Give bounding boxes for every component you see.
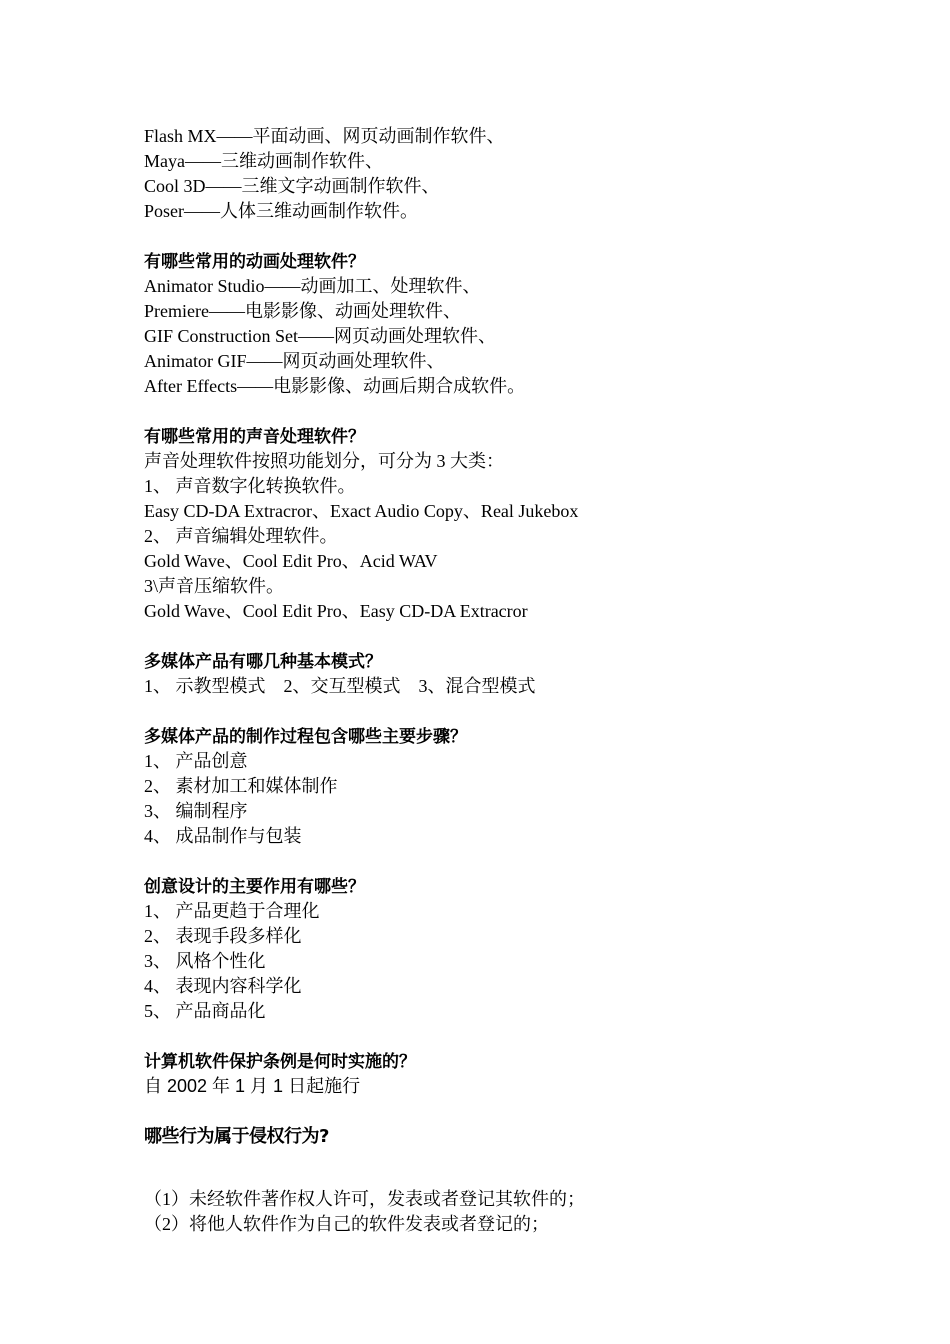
list-item: （1）未经软件著作权人许可，发表或者登记其软件的； — [144, 1189, 585, 1209]
list-item: 4、 表现内容科学化 — [144, 976, 302, 996]
spacer — [144, 699, 864, 724]
section-heading: 有哪些常用的声音处理软件？ — [144, 427, 365, 446]
anim-process-section — [144, 249, 864, 399]
list-item: 3、 编制程序 — [144, 801, 248, 821]
list-item: 5、 产品商品化 — [144, 1001, 266, 1021]
list-item: Gold Wave、Cool Edit Pro、Easy CD-DA Extracror — [144, 601, 528, 621]
list-item: 1、 声音数字化转换软件。 — [144, 476, 356, 496]
section-heading: 多媒体产品有哪几种基本模式？ — [144, 652, 382, 671]
list-item: Maya——三维动画制作软件、 — [144, 151, 383, 171]
list-item: （2）将他人软件作为自己的软件发表或者登记的； — [144, 1214, 549, 1234]
spacer — [144, 1149, 864, 1187]
list-item: Animator GIF——网页动画处理软件、 — [144, 351, 445, 371]
law-section — [144, 1049, 864, 1099]
list-item: 2、 声音编辑处理软件。 — [144, 526, 338, 546]
list-item: Animator Studio——动画加工、处理软件、 — [144, 276, 481, 296]
spacer — [144, 624, 864, 649]
list-item: 3、 风格个性化 — [144, 951, 266, 971]
list-item: GIF Construction Set——网页动画处理软件、 — [144, 326, 497, 346]
modes-section — [144, 649, 864, 699]
list-item: 4、 成品制作与包装 — [144, 826, 302, 846]
list-item: Flash MX——平面动画、网页动画制作软件、 — [144, 126, 505, 146]
spacer — [144, 849, 864, 874]
spacer — [144, 1099, 864, 1124]
sound-process-section — [144, 424, 864, 624]
list-item: Cool 3D——三维文字动画制作软件、 — [144, 176, 440, 196]
list-item: After Effects——电影影像、动画后期合成软件。 — [144, 376, 526, 396]
list-item: 1、 产品创意 — [144, 751, 248, 771]
answer-text: 自 2002 年 1 月 1 日起施行 — [144, 1076, 361, 1096]
section-heading: 哪些行为属于侵权行为? — [144, 1126, 329, 1147]
list-item: 声音处理软件按照功能划分，可分为 3 大类： — [144, 451, 504, 471]
infringe-section — [144, 1124, 864, 1237]
list-item: Poser——人体三维动画制作软件。 — [144, 201, 418, 221]
list-item: 3\声音压缩软件。 — [144, 576, 285, 596]
steps-section — [144, 724, 864, 849]
section-heading: 计算机软件保护条例是何时实施的？ — [144, 1052, 416, 1071]
section-heading: 多媒体产品的制作过程包含哪些主要步骤？ — [144, 727, 467, 746]
list-item: Easy CD-DA Extracror、Exact Audio Copy、Real Jukebox — [144, 501, 579, 521]
creative-section — [144, 874, 864, 1024]
list-item: 2、 表现手段多样化 — [144, 926, 302, 946]
section-heading: 有哪些常用的动画处理软件？ — [144, 252, 365, 271]
document-page — [144, 124, 864, 1237]
list-item: 2、 素材加工和媒体制作 — [144, 776, 338, 796]
list-item: Gold Wave、Cool Edit Pro、Acid WAV — [144, 551, 438, 571]
spacer — [144, 399, 864, 424]
list-item: Premiere——电影影像、动画处理软件、 — [144, 301, 461, 321]
spacer — [144, 1024, 864, 1049]
anim-make-list — [144, 124, 864, 224]
list-item: 1、 示教型模式 2、交互型模式 3、混合型模式 — [144, 676, 536, 696]
spacer — [144, 224, 864, 249]
list-item: 1、 产品更趋于合理化 — [144, 901, 320, 921]
section-heading: 创意设计的主要作用有哪些？ — [144, 877, 365, 896]
